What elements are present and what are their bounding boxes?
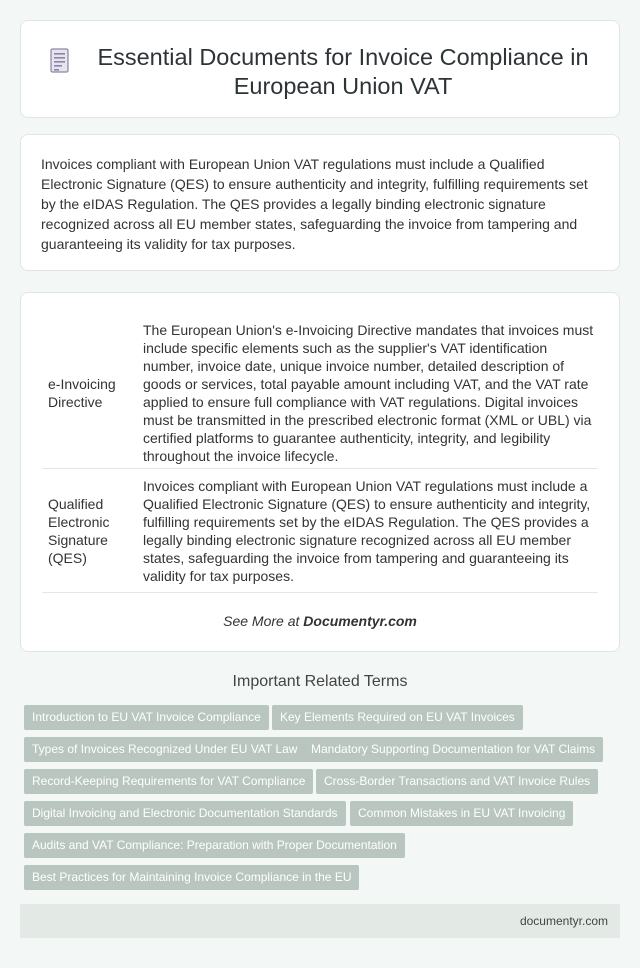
document-icon bbox=[47, 47, 73, 75]
related-term-tag[interactable]: Types of Invoices Recognized Under EU VAT Law bbox=[24, 737, 305, 762]
related-terms-heading: Important Related Terms bbox=[232, 673, 408, 690]
footer-site-link[interactable]: documentyr.com bbox=[519, 914, 608, 928]
description-cell: Invoices compliant with European Union VAT regulations must include a Qualified Electronic Signature (QES) to ensure authenticity and integrity, fulfilling requirements set by the eIDAS Regulation. The QES provides a legally binding electronic signature recognized across all EU member states, safeguarding the invoice from tampering and guaranteeing its validity for tax purposes. bbox=[135, 469, 598, 593]
related-term-tag[interactable]: Audits and VAT Compliance: Preparation with Proper Documentation bbox=[24, 833, 405, 858]
related-term-tag[interactable]: Introduction to EU VAT Invoice Compliance bbox=[24, 705, 269, 730]
intro-card bbox=[20, 134, 620, 271]
related-term-tag[interactable]: Record-Keeping Requirements for VAT Compliance bbox=[24, 769, 313, 794]
intro-paragraph: Invoices compliant with European Union VAT regulations must include a Qualified Electronic Signature (QES) to ensure authenticity and integrity, fulfilling requirements set by the eIDAS Regulation. The QES provides a legally binding electronic signature recognized across all EU member states, safeguarding the invoice from tampering and guaranteeing its validity for tax purposes. bbox=[41, 156, 588, 252]
related-term-tag[interactable]: Best Practices for Maintaining Invoice Compliance in the EU bbox=[24, 865, 359, 890]
table-row bbox=[42, 318, 598, 469]
footer bbox=[20, 904, 620, 938]
see-more-site[interactable]: Documentyr.com bbox=[303, 613, 417, 629]
definitions-card bbox=[20, 292, 620, 652]
definitions-table bbox=[42, 318, 598, 593]
page-title: Essential Documents for Invoice Compliance in European Union VAT bbox=[97, 44, 589, 99]
related-term-tag[interactable]: Mandatory Supporting Documentation for VAT Claims bbox=[303, 737, 603, 762]
title-card bbox=[20, 20, 620, 118]
description-cell: The European Union's e-Invoicing Directive mandates that invoices must include specific elements such as the supplier's VAT identification number, invoice date, unique invoice number, detailed description of goods or services, total payable amount including VAT, and the VAT rate applied to ensure full compliance with VAT regulations. Digital invoices must be transmitted in the prescribed electronic format (XML or UBL) via certified platforms to guarantee authenticity, integrity, and legibility throughout the invoice lifecycle. bbox=[135, 318, 598, 469]
table-row bbox=[42, 469, 598, 593]
see-more-link[interactable] bbox=[21, 613, 619, 629]
related-term-tag[interactable]: Common Mistakes in EU VAT Invoicing bbox=[350, 801, 573, 826]
term-cell: e-Invoicing Directive bbox=[42, 318, 135, 469]
term-cell: Qualified Electronic Signature (QES) bbox=[42, 469, 135, 593]
related-term-tag[interactable]: Cross-Border Transactions and VAT Invoice Rules bbox=[316, 769, 598, 794]
related-term-tag[interactable]: Key Elements Required on EU VAT Invoices bbox=[272, 705, 523, 730]
see-more-prefix: See More at bbox=[223, 613, 300, 629]
related-term-tag[interactable]: Digital Invoicing and Electronic Documentation Standards bbox=[24, 801, 346, 826]
